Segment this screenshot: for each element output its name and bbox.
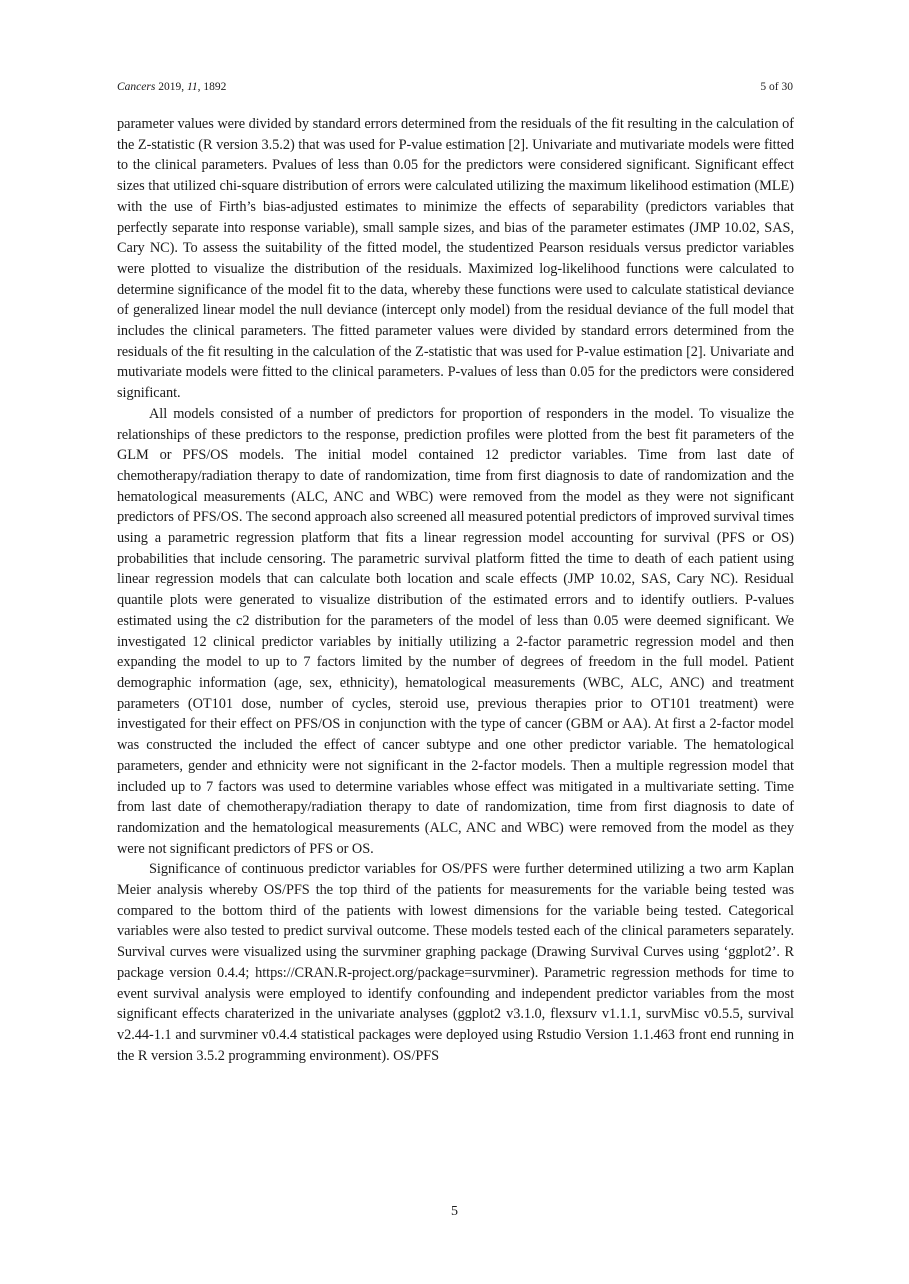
body-text [117,114,794,1066]
running-header [117,79,793,95]
journal-citation: Cancers 2019, 11, 1892 [117,81,227,93]
journal-name: Cancers [117,81,156,93]
page-of-total: 5 of 30 [760,81,793,93]
paragraph-significance: Significance of continuous predictor variables for OS/PFS were further determined utilizing a two arm Kaplan Meier analysis whereby OS/PFS the top third of the patients for measurements for the variable being tested was compared to the bottom third of the patients with lowest dimensions for the variable being tested. Categorical variables were also tested to predict survival outcome. These models tested each of the clinical parameters separately. Survival curves were visualized using the survminer graphing package (Drawing Survival Curves using ‘ggplot2’. R package version 0.4.4; https://CRAN.R-project.org/package=survminer). Parametric regression methods for time to event survival analysis were employed to identify confounding and independent predictor variables from the most significant effects charaterized in the univariate analyses (ggplot2 v3.1.0, flexsurv v1.1.1, survMisc v0.5.5, survival v2.44-1.1 and survminer v0.4.4 statistical packages were deployed using Rstudio Version 1.1.463 front end running in the R version 3.5.2 programming environment). OS/PFS [117,861,794,1064]
journal-year: 2019 [158,81,182,93]
journal-volume: 11 [186,81,198,93]
paragraph-models: All models consisted of a number of predictors for proportion of responders in the model. To visualize the relationships of these predictors to the response, prediction profiles were plotted from the best fit parameters of the GLM or PFS/OS models. The initial model contained 12 predictor variables. Time from last date of chemotherapy/radiation therapy to date of randomization, time from first diagnosis to date of randomization and the hematological measurements (ALC, ANC and WBC) were removed from the model as they were not significant predictors of PFS/OS. The second approach also screened all measured potential predictors of improved survival times using a parametric regression platform that fits a linear regression model accounting for survival (PFS or OS) probabilities that include censoring. The parametric survival platform fitted the time to death of each patient using linear regression models that can calculate both location and scale effects (JMP 10.02, SAS, Cary NC). Residual quantile plots were generated to visualize distribution of the estimated errors and to identify outliers. P-values estimated using the c2 distribution for the parameters of the model of less than 0.05 were deemed significant. We investigated 12 clinical predictor variables by initially utilizing a 2-factor parametric regression model and then expanding the model to up to 7 factors limited by the number of degrees of freedom in the full model. Patient demographic information (age, sex, ethnicity), hematological measurements (WBC, ALC, ANC) and treatment parameters (OT101 dose, number of cycles, steroid use, previous therapies prior to OT101 treatment) were investigated for their effect on PFS/OS in conjunction with the type of cancer (GBM or AA). At first a 2-factor model was constructed the included the effect of cancer subtype and one other predictor variable. The hematological parameters, gender and ethnicity were not significant in the 2-factor models. Then a multiple regression model that included up to 7 factors was used to determine variables whose effect was mitigated in a multivariate setting. Time from last date of chemotherapy/radiation therapy to date of randomization, time from first diagnosis to date of randomization and the hematological measurements (ALC, ANC and WBC) were removed from the model as they were not significant predictors of PFS or OS. [117,405,794,857]
paragraph-continued: parameter values were divided by standard errors determined from the residuals of the fit resulting in the calculation of the Z-statistic (R version 3.5.2) that was used for P-value estimation [2]. Univariate and mutivariate models were fitted to the clinical parameters. Pvalues of less than 0.05 for the predictors were considered significant. Significant effect sizes that utilized chi-square distribution of errors were calculated utilizing the maximum likelihood estimation (MLE) with the use of Firth’s bias-adjusted estimates to minimize the effects of separability (predictors variables that perfectly separate into response variable), small sample sizes, and bias of the parameter estimates (JMP 10.02, SAS, Cary NC). To assess the suitability of the fitted model, the studentized Pearson residuals versus predictor variables were plotted to visualize the distribution of the residuals. Maximized log-likelihood functions were calculated to determine significance of the model fit to the data, whereby these functions were used to calculate statistical deviance of generalized linear model the null deviance (intercept only model) from the residual deviance of the full model that includes the clinical parameters. The fitted parameter values were divided by standard errors determined from the residuals of the fit resulting in the calculation of the Z-statistic that was used for P-value estimation [2]. Univariate and mutivariate models were fitted to the clinical parameters. P-values of less than 0.05 for the predictors were considered significant. [117,116,794,402]
page-number: 5 [451,1204,458,1219]
article-number: 1892 [203,81,227,93]
